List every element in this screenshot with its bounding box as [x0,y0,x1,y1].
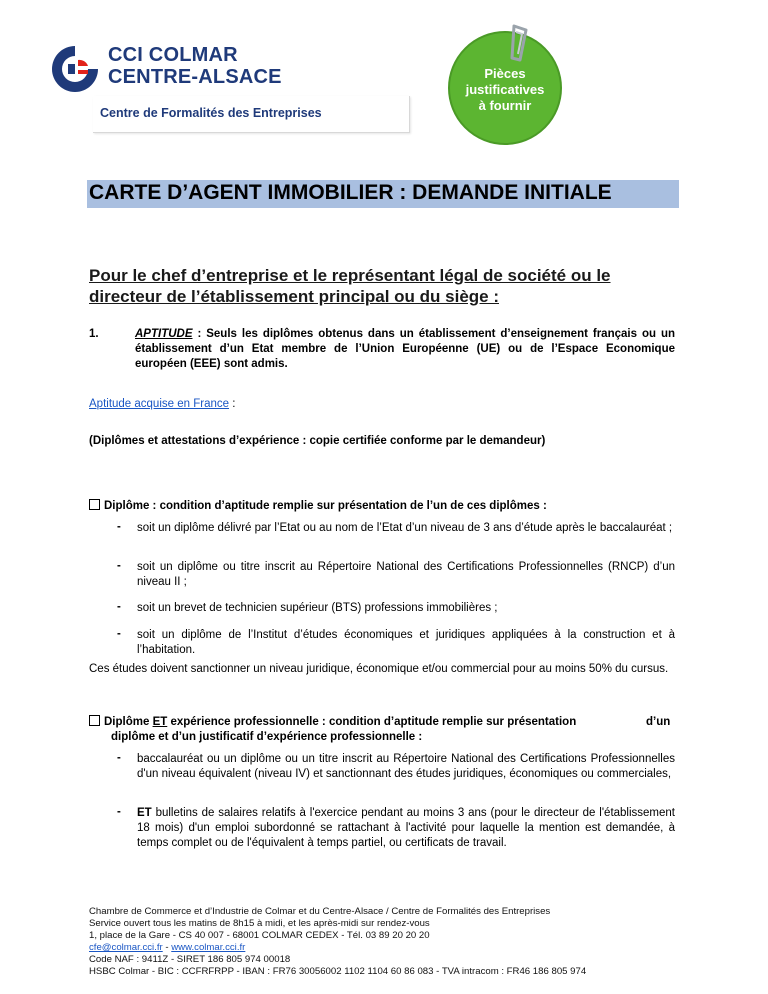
cfe-label: Centre de Formalités des Entreprises [100,106,322,120]
list-item: soit un brevet de technicien supérieur (BTS) professions immobilières ; [137,602,498,614]
list-item: soit un diplôme délivré par l’Etat ou au nom de l’Etat d’un niveau de 3 ans d’étude après le baccalauréat ; [137,522,673,534]
section-heading: Pour le chef d’entreprise et le représentant légal de société ou le directeur de l’établissement principal ou du siège : [89,266,611,306]
list-item [137,806,675,851]
page-title: CARTE D’AGENT IMMOBILIER : DEMANDE INITIALE [89,181,612,204]
condition1-label [89,499,547,512]
aptitude-acquise-link[interactable]: Aptitude acquise en France [89,398,230,410]
bullet-dash: - [117,521,121,533]
list-item-text: bulletins de salaires relatifs à l'exercice pendant au moins 3 ans (pour le directeur de l'établissement 18 mois) d'un emploi subordonné se rattachant à l'activité pour laquelle la mention est demandée, à temps complet ou de l'équivalent à temps partiel, ou certificats de travail. [137,807,675,849]
footer-line3: 1, place de la Gare - CS 40 007 - 68001 COLMAR CEDEX - Tél. 03 89 20 20 20 [89,930,430,941]
aptitude-keyword: APTITUDE [135,328,193,340]
condition2-text-d: diplôme et d’un justificatif d’expérience professionnelle : [111,731,423,743]
footer-sep: - [162,942,172,953]
aptitude-paragraph [135,327,675,372]
footer-line5: Code NAF : 9411Z - SIRET 186 805 974 00018 [89,954,291,965]
aptitude-acquise-suffix: : [229,398,236,410]
condition2-text-a: Diplôme [104,716,153,728]
condition2-et: ET [152,716,168,728]
footer-line6: HSBC Colmar - BIC : CCFRFRPP - IBAN : FR76 30056002 1102 1104 60 86 083 - TVA intracom : FR46 186 805 974 [89,966,587,977]
list-item: baccalauréat ou un diplôme ou un titre inscrit au Répertoire National des Certifications Professionnelles d'un niveau équivalent (niveau IV) et sanctionnant des études juridiques, économiques ou commerciales, [137,753,675,780]
condition2-line1 [89,715,679,730]
condition2-text-c: d’un [646,716,671,728]
badge-line2: justificatives [465,82,545,97]
logo-text-line2: CENTRE-ALSACE [108,66,282,88]
et-prefix: ET [137,807,152,819]
list-item: soit un diplôme ou titre inscrit au Répertoire National des Certifications Professionnelles (RNCP) d’un niveau II ; [137,561,675,588]
checkbox-icon [89,499,100,510]
website-link[interactable]: www.colmar.cci.fr [171,942,246,953]
bullet-dash: - [117,806,121,818]
diplomes-note: (Diplômes et attestations d’expérience : copie certifiée conforme par le demandeur) [89,435,546,447]
footer [89,906,586,978]
cci-logo-icon [48,42,102,96]
condition1-text: Diplôme : condition d’aptitude remplie sur présentation de l’un de ces diplômes : [104,500,547,512]
email-link[interactable]: cfe@colmar.cci.fr [89,942,163,953]
bullet-dash: - [117,752,121,764]
badge-text [444,66,566,114]
studies-note: Ces études doivent sanctionner un niveau juridique, économique et/ou commercial pour au moins 50% du cursus. [89,663,669,675]
footer-line2: Service ouvert tous les matins de 8h15 à midi, et les après-midi sur rendez-vous [89,918,430,929]
point-number: 1. [89,328,99,340]
condition2-label [89,715,679,745]
badge-line1: Pièces [484,66,526,81]
badge-line3: à fournir [478,98,532,113]
aptitude-text: : Seuls les diplômes obtenus dans un établissement d’enseignement français ou un établissement d’un Etat membre de l’Union Européenne (UE) ou de l’Espace Economique européen (EEE) sont admis. [135,328,675,370]
list-item: soit un diplôme de l’Institut d’études économiques et juridiques appliquées à la construction et à l’habitation. [137,629,675,656]
bullet-dash: - [117,560,121,572]
footer-line1: Chambre de Commerce et d’Industrie de Colmar et du Centre-Alsace / Centre de Formalités des Entreprises [89,906,551,917]
aptitude-acquise [89,398,235,410]
bullet-dash: - [117,628,121,640]
bullet-dash: - [117,601,121,613]
condition2-text-b: expérience professionnelle : condition d’aptitude remplie sur présentation [167,716,577,728]
logo-text-line1: CCI COLMAR [108,44,238,66]
checkbox-icon [89,715,100,726]
footer-contact [89,942,586,954]
